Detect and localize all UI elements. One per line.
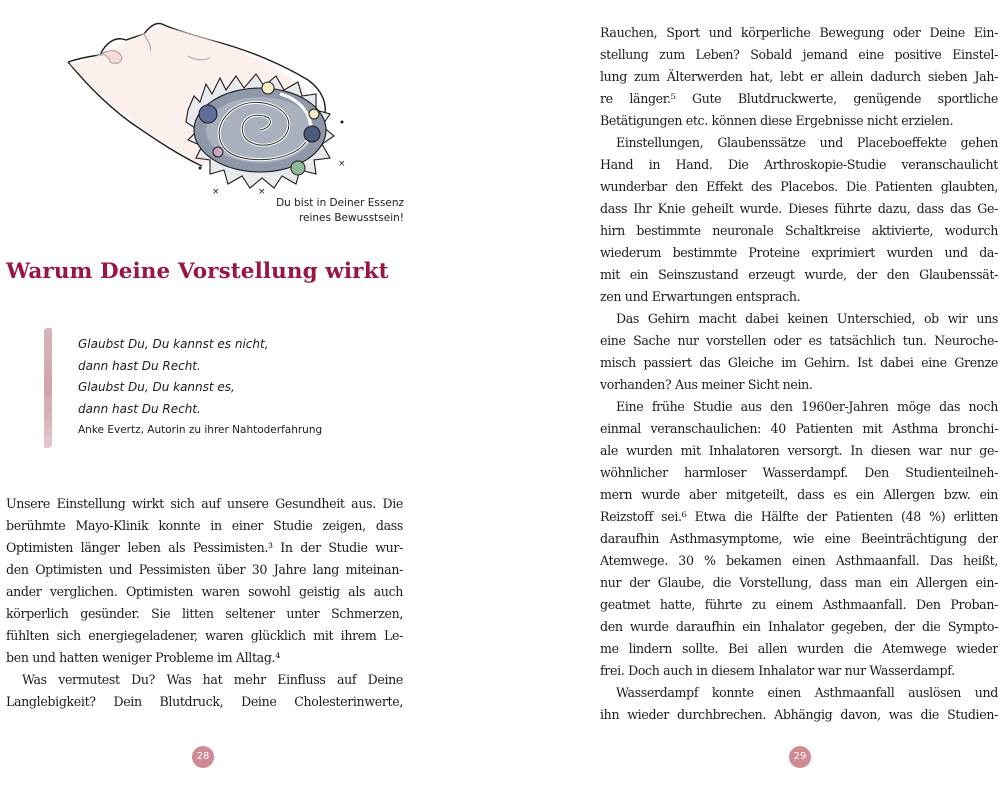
quote-line: dann hast Du Recht. xyxy=(78,358,201,373)
page-number: 28 xyxy=(192,746,214,768)
text-line: misch passiert das Gleiche im Gehirn. Ist dabei eine Grenze xyxy=(600,355,998,370)
quote-bar xyxy=(44,328,52,448)
text-line: Eine frühe Studie aus den 1960er-Jahren möge das noch xyxy=(616,399,998,414)
text-line: Hand in Hand. Die Arthroskopie-Studie veranschaulicht xyxy=(600,157,998,172)
text-line: wunderbar den Effekt des Placebos. Die Patienten glaubten, xyxy=(600,179,998,194)
quote-line: dann hast Du Recht. xyxy=(78,401,201,416)
text-line: re länger.⁵ Gute Blutdruckwerte, genügende sportliche xyxy=(600,91,998,106)
text-line: fühlten sich energiegeladener, waren glücklich mit ihrem Le- xyxy=(6,628,403,643)
text-line: dass Ihr Knie geheilt wurde. Dieses führte dazu, dass das Ge- xyxy=(600,201,998,216)
illustration-caption: Du bist in Deiner Essenz reines Bewusstsein! xyxy=(276,197,404,224)
text-line: den wurde daraufhin ein Inhalator gegeben, der die Sympto- xyxy=(600,619,998,634)
right-body-text xyxy=(600,22,998,726)
text-line: vorhanden? Aus meiner Sicht nein. xyxy=(600,377,813,392)
text-line: mern wurde aber mitgeteilt, dass es ein Allergen bzw. ein xyxy=(600,487,998,502)
head-galaxy-illustration xyxy=(60,18,410,198)
text-line: den Optimisten und Pessimisten über 30 Jahre lang miteinan- xyxy=(6,562,403,577)
text-line: Wasserdampf konnte einen Asthmaanfall auslösen und xyxy=(616,685,998,700)
text-line: nur der Glaube, die Vorstellung, dass man ein Allergen ein- xyxy=(600,575,998,590)
text-line: Was vermutest Du? Was hat mehr Einfluss auf Deine xyxy=(22,672,403,687)
text-line: Das Gehirn macht dabei keinen Unterschied, ob wir uns xyxy=(616,311,998,326)
text-line: zen und Erwartungen entsprach. xyxy=(600,289,801,304)
quote-line: Glaubst Du, Du kannst es, xyxy=(78,380,235,394)
text-line: wöhnlicher harmloser Wasserdampf. Den Studienteilneh- xyxy=(600,465,998,480)
text-line: frei. Doch auch in diesem Inhalator war nur Wasserdampf. xyxy=(600,663,955,678)
text-line: berühmte Mayo-Klinik konnte in einer Studie zeigen, dass xyxy=(6,518,403,533)
text-line: einmal veranschaulichen: 40 Patienten mit Asthma bronchi- xyxy=(600,421,998,436)
text-line: Atemwege. 30 % bekamen einen Asthmaanfall. Das heißt, xyxy=(600,553,998,568)
text-line: Rauchen, Sport und körperliche Bewegung oder Deine Ein- xyxy=(600,25,998,40)
text-line: daraufhin Asthmasymptome, wie eine Beeinträchtigung der xyxy=(600,531,998,546)
quote xyxy=(78,334,398,420)
text-line: ihn wieder durchbrechen. Abhängig davon, was die Studien- xyxy=(600,707,998,722)
svg-text:×: × xyxy=(258,187,266,197)
text-line: stellung zum Leben? Sobald jemand eine positive Einstel- xyxy=(600,47,998,62)
section-heading: Warum Deine Vorstellung wirkt xyxy=(6,259,389,284)
text-line: mit ein Seinszustand erzeugt wurde, der den Glaubenssät- xyxy=(600,267,998,282)
text-line: me lindern sollte. Bei allen wurden die Atemwege wieder xyxy=(600,641,998,656)
text-line: körperlich gesünder. Sie litten seltener unter Schmerzen, xyxy=(6,606,403,621)
quote-line: Glaubst Du, Du kannst es nicht, xyxy=(78,337,269,351)
text-line: Betätigungen etc. können diese Ergebnisse nicht erzielen. xyxy=(600,113,954,128)
text-line: ale wurden mit Inhalatoren versorgt. In diesen war nur ge- xyxy=(600,443,998,458)
text-line: Langlebigkeit? Dein Blutdruck, Deine Cholesterinwerte, xyxy=(6,694,403,709)
text-line: hirn bestimmte neuronale Schaltkreise aktivierte, wodurch xyxy=(600,223,998,238)
text-line: geatmet hatte, führte zu einem Asthmaanfall. Den Proban- xyxy=(600,597,998,612)
text-line: ander verglichen. Optimisten waren sowohl geistig als auch xyxy=(6,584,403,599)
left-body-text xyxy=(6,493,403,713)
right-page xyxy=(500,0,1000,800)
text-line: Unsere Einstellung wirkt sich auf unsere Gesundheit aus. Die xyxy=(6,496,403,511)
text-line: ben und hatten weniger Probleme im Alltag.⁴ xyxy=(6,650,280,665)
text-line: Einstellungen, Glaubenssätze und Placeboeffekte gehen xyxy=(616,135,998,150)
svg-text:×: × xyxy=(338,159,346,169)
text-line: Optimisten länger leben als Pessimisten.³ In der Studie wur- xyxy=(6,540,403,555)
text-line: Reizstoff sei.⁶ Etwa die Hälfte der Patienten (48 %) erlitten xyxy=(600,509,998,524)
page-number: 29 xyxy=(789,746,811,768)
quote-attribution: Anke Evertz, Autorin zu ihrer Nahtoderfahrung xyxy=(78,424,323,436)
text-line: eine Sache nur vorstellen oder es tatsächlich tun. Neuroche- xyxy=(600,333,998,348)
text-line: wiederum bestimmte Proteine exprimiert wurden und da- xyxy=(600,245,998,260)
text-line: lung zum Älterwerden hat, lebt er allein dadurch sieben Jah- xyxy=(600,69,998,84)
svg-text:×: × xyxy=(212,187,220,197)
